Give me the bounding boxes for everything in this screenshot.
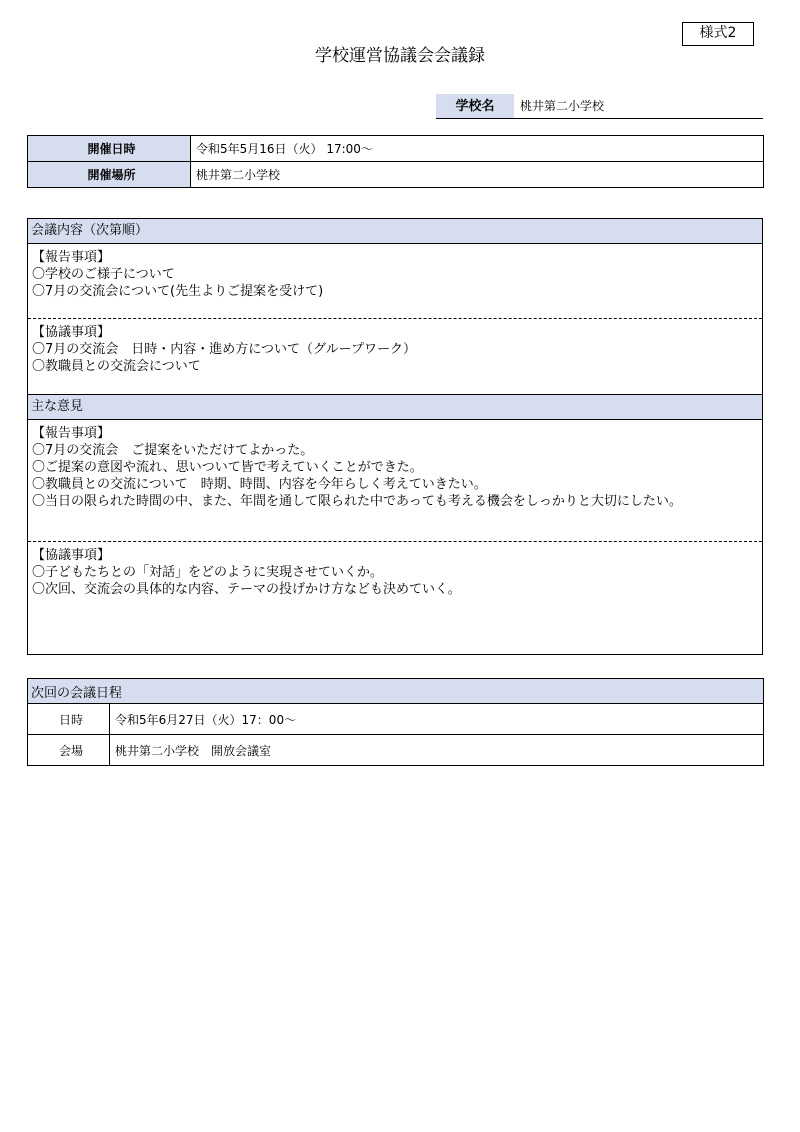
meeting-date-label: 開催日時: [28, 136, 191, 162]
opinions-report-item: 〇当日の限られた時間の中、また、年間を通して限られた中であっても考える機会をしっかりと大切にしたい。: [32, 494, 682, 509]
next-meeting-date-row: [28, 704, 764, 735]
next-meeting-place-row: [28, 735, 764, 766]
next-meeting-header-row: [28, 679, 764, 704]
next-meeting-header: 次回の会議日程: [28, 679, 764, 704]
meeting-place-label: 開催場所: [28, 162, 191, 188]
form-number: 様式2: [682, 22, 754, 46]
meeting-place-row: [28, 162, 764, 188]
school-name-underline: [436, 118, 763, 119]
opinions-discussion-item: 〇子どもたちとの「対話」をどのように実現させていくか。: [32, 565, 384, 580]
opinions-report-item: 〇7月の交流会 ご提案をいただけてよかった。: [32, 443, 314, 458]
next-meeting-table: [27, 678, 764, 766]
meeting-info-table: [27, 135, 764, 188]
next-meeting-date-value: 令和5年6月27日（火）17：00～: [110, 704, 764, 735]
meeting-date-row: [28, 136, 764, 162]
opinions-report-section: [28, 420, 762, 542]
agenda-report-section: [28, 244, 762, 319]
agenda-discussion-section: [28, 319, 762, 395]
agenda-report-item: 〇学校のご様子について: [32, 267, 175, 282]
meeting-place-value: 桃井第二小学校: [191, 162, 764, 188]
agenda-report-heading: 【報告事項】: [32, 250, 111, 265]
agenda-discussion-heading: 【協議事項】: [32, 325, 111, 340]
next-meeting-date-label: 日時: [28, 704, 110, 735]
school-name-value: 桃井第二小学校: [520, 99, 605, 113]
school-name-label: 学校名: [436, 94, 514, 119]
meeting-date-value: 令和5年5月16日（火） 17:00～: [191, 136, 764, 162]
agenda-header: 会議内容（次第順）: [28, 219, 762, 244]
agenda-discussion-item: 〇教職員との交流会について: [32, 359, 201, 374]
agenda-discussion-item: 〇7月の交流会 日時・内容・進め方について（グループワーク）: [32, 342, 416, 357]
opinions-header: 主な意見: [28, 395, 762, 420]
opinions-discussion-section: [28, 542, 762, 652]
opinions-discussion-heading: 【協議事項】: [32, 548, 111, 563]
agenda-report-item: 〇7月の交流会について(先生よりご提案を受けて): [32, 284, 324, 299]
opinions-discussion-item: 〇次回、交流会の具体的な内容、テーマの投げかけ方なども決めていく。: [32, 582, 461, 597]
opinions-report-item: 〇教職員との交流について 時期、時間、内容を今年らしく考えていきたい。: [32, 477, 487, 492]
opinions-report-item: 〇ご提案の意図や流れ、思いついて皆で考えていくことができた。: [32, 460, 423, 475]
next-meeting-place-value: 桃井第二小学校 開放会議室: [110, 735, 764, 766]
opinions-report-heading: 【報告事項】: [32, 426, 111, 441]
page-title: 学校運営協議会会議録: [315, 46, 485, 66]
minutes-box: [27, 218, 763, 655]
next-meeting-place-label: 会場: [28, 735, 110, 766]
